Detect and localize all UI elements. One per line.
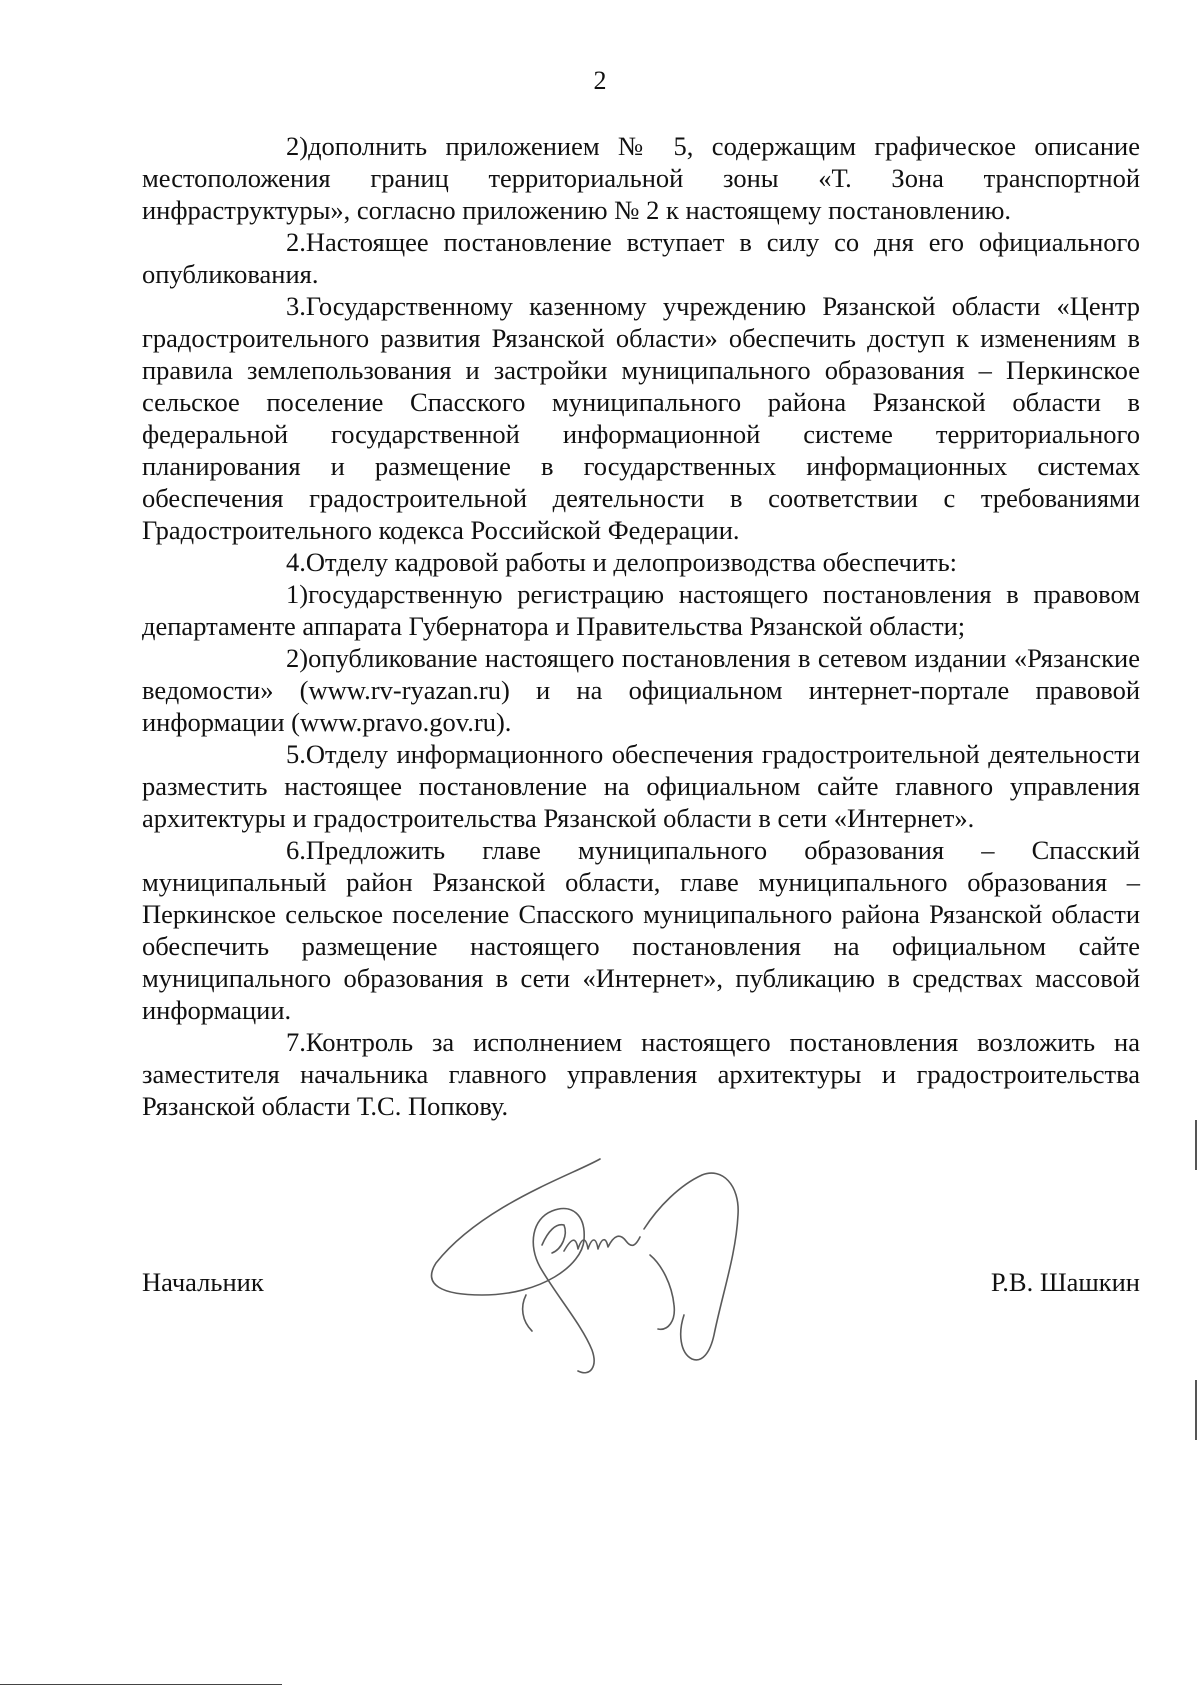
paragraph-number: 4. xyxy=(286,547,306,577)
paragraph-number: 3. xyxy=(286,291,306,321)
scan-edge-mark xyxy=(1195,1120,1197,1170)
paragraph-7 xyxy=(142,1026,1140,1122)
paragraph-4-item-2 xyxy=(142,642,1140,738)
paragraph-number: 5. xyxy=(286,739,306,769)
paragraph-number: 2. xyxy=(286,227,306,257)
handwritten-signature xyxy=(422,1145,762,1385)
paragraph-text: Государственному казенному учреждению Рязанской области «Центр градостроительного развития Рязанской области» обеспечить доступ к изменениям в правила землепользования и застройки муниципального образования – Перкинское сельское поселение Спасского муниципального района Рязанской области в федеральной государственной информационной системе территориального планирования и размещение в государственных информационных системах обеспечения градостроительной деятельности в соответствии с требованиями Градостроительного кодекса Российской Федерации. xyxy=(142,291,1140,545)
paragraph-text: Контроль за исполнением настоящего постановления возложить на заместителя начальника главного управления архитектуры и градостроительства Рязанской области Т.С. Попкову. xyxy=(142,1027,1140,1121)
paragraph-number: 2) xyxy=(286,643,309,673)
scan-edge-line xyxy=(0,1684,282,1685)
paragraph-text: Предложить главе муниципального образования – Спасский муниципальный район Рязанской области, главе муниципального образования – Перкинское сельское поселение Спасского муниципального района Рязанской области обеспечить размещение настоящего постановления на официальном сайте муниципального образования в сети «Интернет», публикацию в средствах массовой информации. xyxy=(142,835,1140,1025)
paragraph-text: дополнить приложением № 5, содержащим графическое описание местоположения границ территориальной зоны «Т. Зона транспортной инфраструктуры», согласно приложению № 2 к настоящему постановлению. xyxy=(142,131,1140,225)
page-number: 2 xyxy=(593,66,607,95)
paragraph-3 xyxy=(142,290,1140,546)
paragraph-text: Настоящее постановление вступает в силу со дня его официального опубликования. xyxy=(142,227,1140,289)
paragraph-number: 1) xyxy=(286,579,309,609)
paragraph-number: 2) xyxy=(286,131,309,161)
paragraph-text: государственную регистрацию настоящего постановления в правовом департаменте аппарата Губернатора и Правительства Рязанской области; xyxy=(142,579,1140,641)
paragraph-4 xyxy=(142,546,1140,578)
document-body xyxy=(142,130,1140,1122)
signatory-name: Р.В. Шашкин xyxy=(990,1267,1140,1297)
paragraph-6 xyxy=(142,834,1140,1026)
paragraph-number: 7. xyxy=(286,1027,306,1057)
paragraph-5 xyxy=(142,738,1140,834)
paragraph-number: 6. xyxy=(286,835,306,865)
paragraph-2 xyxy=(142,226,1140,290)
signatory-position: Начальник xyxy=(142,1267,264,1297)
paragraph-text: опубликование настоящего постановления в сетевом издании «Рязанские ведомости» (www.rv-ryazan.ru) и на официальном интернет-портале правовой информации (www.pravo.gov.ru). xyxy=(142,643,1140,737)
scan-edge-mark xyxy=(1195,1380,1197,1440)
paragraph-item-2-appendix xyxy=(142,130,1140,226)
paragraph-text: Отделу информационного обеспечения градостроительной деятельности разместить настоящее постановление на официальном сайте главного управления архитектуры и градостроительства Рязанской области в сети «Интернет». xyxy=(142,739,1140,833)
paragraph-4-item-1 xyxy=(142,578,1140,642)
paragraph-text: Отделу кадровой работы и делопроизводства обеспечить: xyxy=(305,547,958,577)
